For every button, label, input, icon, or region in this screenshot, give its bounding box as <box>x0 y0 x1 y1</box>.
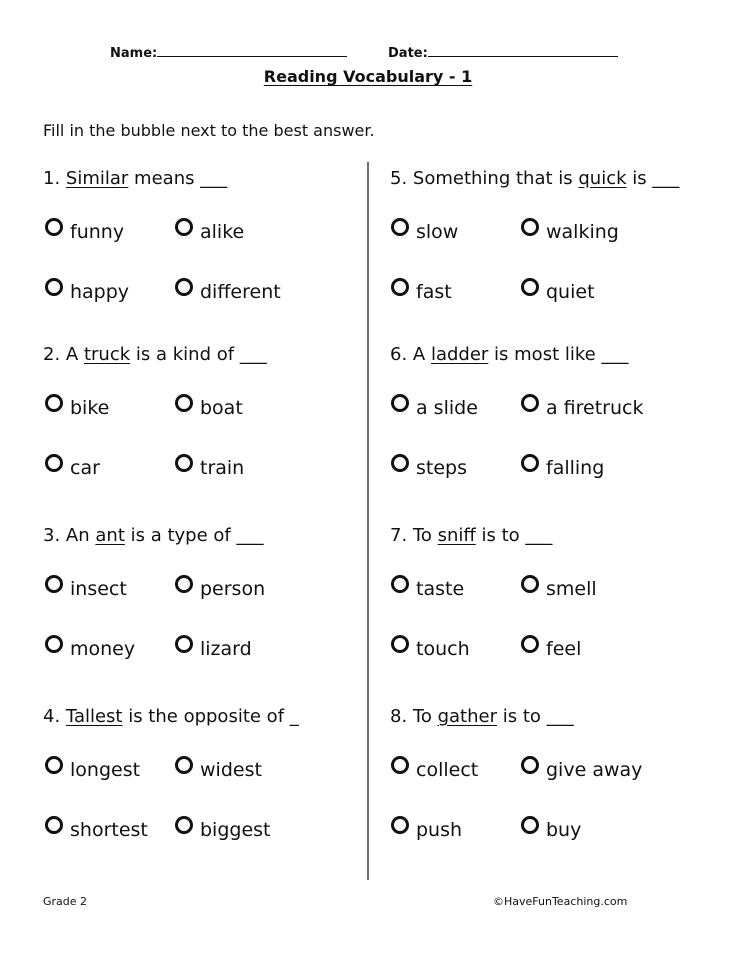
question-text: is the opposite of _ <box>122 706 299 727</box>
option-label: funny <box>70 221 125 243</box>
option-label: collect <box>416 759 479 781</box>
question-keyword: quick <box>578 168 627 189</box>
answer-option[interactable] <box>175 457 244 479</box>
question-4 <box>43 706 299 727</box>
question-text: To <box>412 706 438 727</box>
question-text: is a kind of ___ <box>130 344 267 365</box>
option-label: money <box>70 638 136 660</box>
answer-option[interactable] <box>391 759 478 781</box>
question-text: is ___ <box>626 168 680 189</box>
option-label: insect <box>70 578 127 600</box>
question-text: is most like ___ <box>488 344 629 365</box>
option-label: shortest <box>70 819 148 841</box>
answer-option[interactable] <box>45 578 127 600</box>
option-label: alike <box>200 221 245 243</box>
question-text: A <box>65 344 84 365</box>
bubble-icon[interactable] <box>175 454 193 472</box>
bubble-icon[interactable] <box>175 635 193 653</box>
question-keyword: truck <box>83 344 131 365</box>
answer-option[interactable] <box>391 221 458 243</box>
answer-option[interactable] <box>391 281 452 303</box>
answer-option[interactable] <box>175 638 252 660</box>
answer-option[interactable] <box>521 457 604 479</box>
question-text: is a type of ___ <box>124 525 264 546</box>
question-number: 6. <box>390 344 408 365</box>
column-divider <box>367 162 369 880</box>
bubble-icon[interactable] <box>175 218 193 236</box>
question-number: 5. <box>390 168 408 189</box>
option-label: boat <box>200 397 243 419</box>
date-line[interactable] <box>428 44 618 57</box>
question-keyword: sniff <box>437 525 476 546</box>
copyright: ©HaveFunTeaching.com <box>493 895 628 908</box>
option-label: different <box>200 281 281 303</box>
instructions: Fill in the bubble next to the best answer. <box>43 121 375 140</box>
bubble-icon[interactable] <box>175 278 193 296</box>
question-number: 1. <box>43 168 61 189</box>
bubble-icon[interactable] <box>521 635 539 653</box>
bubble-icon[interactable] <box>45 278 63 296</box>
name-field[interactable] <box>110 44 347 61</box>
answer-option[interactable] <box>391 819 462 841</box>
bubble-icon[interactable] <box>521 756 539 774</box>
bubble-icon[interactable] <box>521 454 539 472</box>
option-label: falling <box>546 457 605 479</box>
option-label: lizard <box>200 638 252 660</box>
option-label: quiet <box>546 281 595 303</box>
question-number: 4. <box>43 706 61 727</box>
question-keyword: Tallest <box>65 706 123 727</box>
answer-option[interactable] <box>45 638 135 660</box>
answer-option[interactable] <box>521 578 597 600</box>
answer-option[interactable] <box>45 457 100 479</box>
name-label: Name: <box>110 46 158 61</box>
option-label: fast <box>416 281 452 303</box>
option-label: buy <box>546 819 582 841</box>
answer-option[interactable] <box>521 281 595 303</box>
question-number: 7. <box>390 525 408 546</box>
bubble-icon[interactable] <box>521 278 539 296</box>
question-number: 2. <box>43 344 61 365</box>
answer-option[interactable] <box>175 221 244 243</box>
bubble-icon[interactable] <box>391 575 409 593</box>
bubble-icon[interactable] <box>391 394 409 412</box>
question-text: To <box>412 525 438 546</box>
option-label: car <box>70 457 100 479</box>
question-text: is to ___ <box>497 706 574 727</box>
option-label: train <box>200 457 245 479</box>
date-label: Date: <box>388 46 428 61</box>
answer-option[interactable] <box>391 457 467 479</box>
answer-option[interactable] <box>175 397 243 419</box>
question-text: means ___ <box>128 168 228 189</box>
bubble-icon[interactable] <box>521 816 539 834</box>
question-keyword: ant <box>95 525 125 546</box>
option-label: person <box>200 578 266 600</box>
option-label: a slide <box>416 397 478 419</box>
answer-option[interactable] <box>45 759 140 781</box>
question-number: 8. <box>390 706 408 727</box>
option-label: bike <box>70 397 110 419</box>
question-keyword: ladder <box>430 344 489 365</box>
bubble-icon[interactable] <box>175 816 193 834</box>
answer-option[interactable] <box>45 397 109 419</box>
answer-option[interactable] <box>521 638 581 660</box>
bubble-icon[interactable] <box>45 575 63 593</box>
bubble-icon[interactable] <box>45 218 63 236</box>
answer-option[interactable] <box>521 221 619 243</box>
answer-option[interactable] <box>391 578 464 600</box>
question-number: 3. <box>43 525 61 546</box>
question-keyword: gather <box>437 706 497 727</box>
question-5 <box>390 168 679 189</box>
question-8 <box>390 706 574 727</box>
option-label: slow <box>416 221 459 243</box>
option-label: smell <box>546 578 597 600</box>
grade-label: Grade 2 <box>43 895 88 908</box>
bubble-icon[interactable] <box>521 394 539 412</box>
bubble-icon[interactable] <box>45 635 63 653</box>
answer-option[interactable] <box>521 759 642 781</box>
page-title: Reading Vocabulary - 1 <box>263 67 473 86</box>
answer-option[interactable] <box>175 578 265 600</box>
bubble-icon[interactable] <box>391 635 409 653</box>
answer-option[interactable] <box>175 819 271 841</box>
question-text: An <box>65 525 96 546</box>
bubble-icon[interactable] <box>45 394 63 412</box>
bubble-icon[interactable] <box>45 454 63 472</box>
answer-option[interactable] <box>45 221 124 243</box>
option-label: longest <box>70 759 141 781</box>
option-label: widest <box>200 759 262 781</box>
option-label: happy <box>70 281 130 303</box>
answer-option[interactable] <box>45 281 129 303</box>
option-label: steps <box>416 457 467 479</box>
bubble-icon[interactable] <box>175 575 193 593</box>
option-label: touch <box>416 638 470 660</box>
bubble-icon[interactable] <box>391 454 409 472</box>
question-text: is to ___ <box>475 525 553 546</box>
question-3 <box>43 525 263 546</box>
date-field[interactable] <box>388 44 618 61</box>
answer-option[interactable] <box>175 759 262 781</box>
question-1 <box>43 168 227 189</box>
bubble-icon[interactable] <box>175 756 193 774</box>
option-label: taste <box>416 578 465 600</box>
answer-option[interactable] <box>521 819 581 841</box>
option-label: push <box>416 819 463 841</box>
option-label: biggest <box>200 819 271 841</box>
answer-option[interactable] <box>175 281 281 303</box>
question-text: Something that is <box>412 168 579 189</box>
bubble-icon[interactable] <box>521 575 539 593</box>
bubble-icon[interactable] <box>45 816 63 834</box>
bubble-icon[interactable] <box>521 218 539 236</box>
question-keyword: Similar <box>65 168 129 189</box>
question-6 <box>390 344 628 365</box>
bubble-icon[interactable] <box>45 756 63 774</box>
answer-option[interactable] <box>521 397 644 419</box>
answer-option[interactable] <box>391 638 470 660</box>
option-label: a firetruck <box>546 397 644 419</box>
bubble-icon[interactable] <box>391 816 409 834</box>
question-text: A <box>412 344 431 365</box>
bubble-icon[interactable] <box>391 218 409 236</box>
question-7 <box>390 525 552 546</box>
question-2 <box>43 344 267 365</box>
answer-option[interactable] <box>391 397 478 419</box>
option-label: feel <box>546 638 582 660</box>
option-label: give away <box>546 759 643 781</box>
option-label: walking <box>546 221 619 243</box>
bubble-icon[interactable] <box>391 756 409 774</box>
name-line[interactable] <box>157 44 347 57</box>
answer-option[interactable] <box>45 819 148 841</box>
bubble-icon[interactable] <box>175 394 193 412</box>
bubble-icon[interactable] <box>391 278 409 296</box>
